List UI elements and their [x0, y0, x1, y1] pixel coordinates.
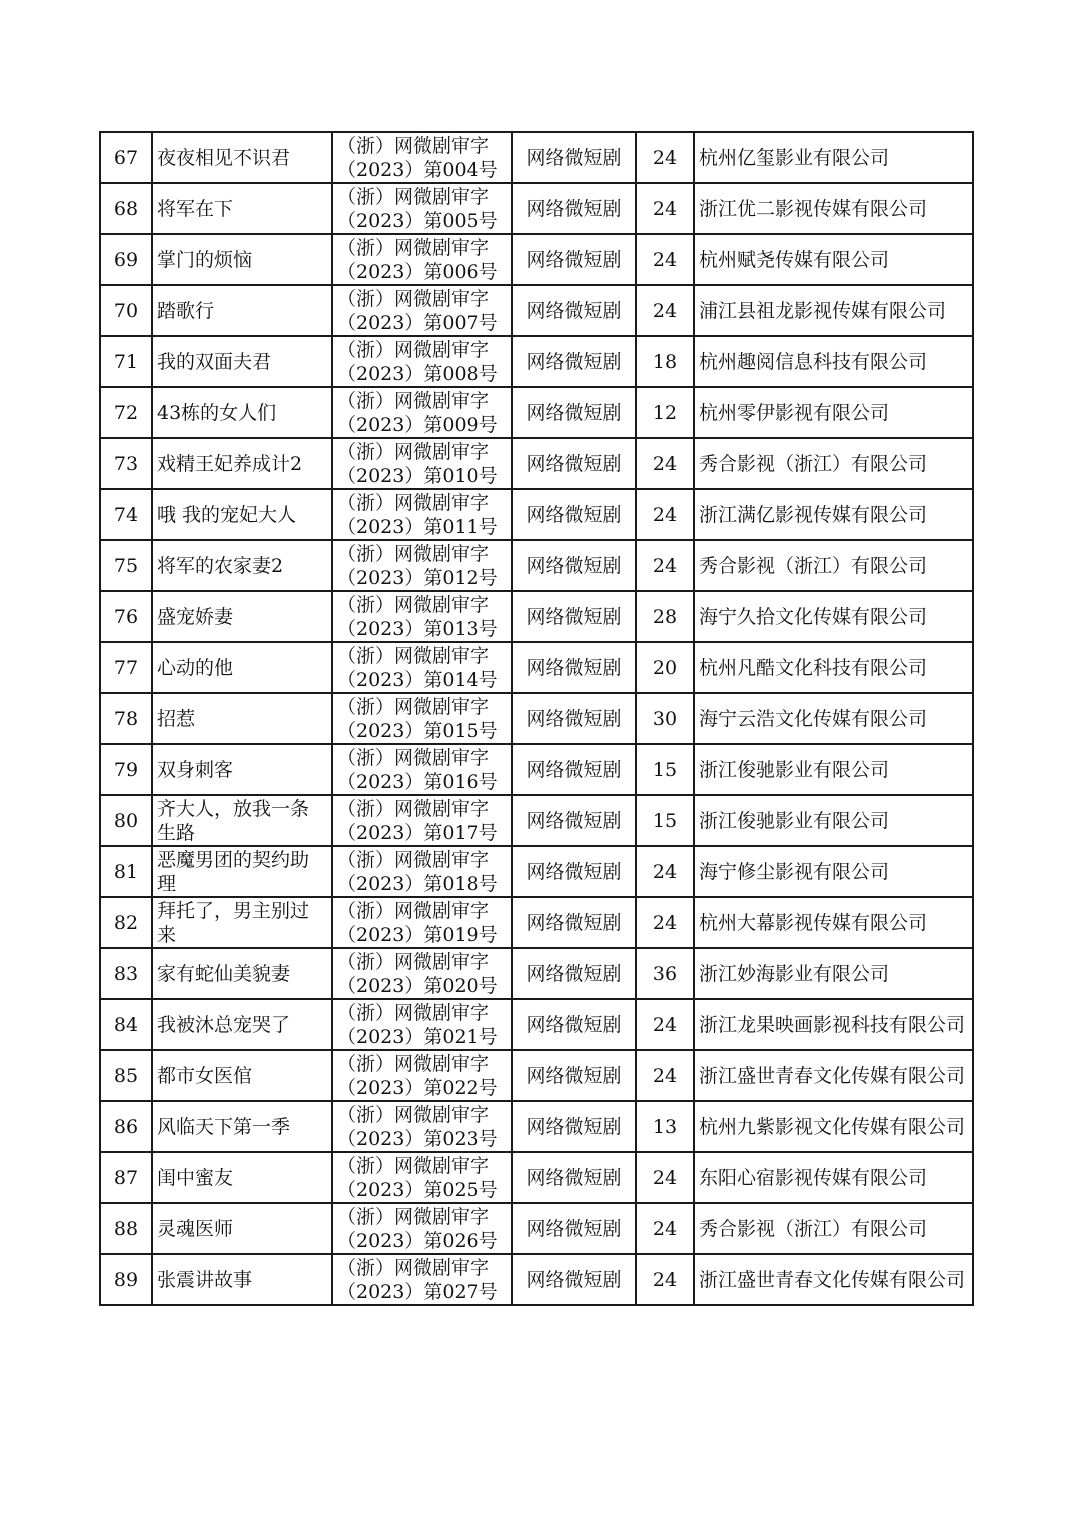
drama-title-cell: 灵魂医师 [152, 1203, 332, 1254]
drama-type-cell: 网络微短剧 [512, 1152, 636, 1203]
episode-count-cell: 24 [636, 999, 694, 1050]
row-number-cell: 81 [100, 846, 152, 897]
license-line-1: （浙）网微剧审字 [337, 1205, 490, 1228]
row-number-cell: 75 [100, 540, 152, 591]
license-line-1: （浙）网微剧审字 [337, 746, 490, 769]
drama-title-cell: 将军在下 [152, 183, 332, 234]
table-row [100, 540, 973, 591]
license-line-1: （浙）网微剧审字 [337, 1154, 490, 1177]
drama-type-cell: 网络微短剧 [512, 387, 636, 438]
license-number-cell [332, 1050, 512, 1101]
license-number-cell [332, 489, 512, 540]
company-name-cell: 浙江优二影视传媒有限公司 [694, 183, 973, 234]
drama-type-cell: 网络微短剧 [512, 897, 636, 948]
drama-type-cell: 网络微短剧 [512, 1254, 636, 1305]
drama-type-cell: 网络微短剧 [512, 336, 636, 387]
drama-type-cell: 网络微短剧 [512, 642, 636, 693]
drama-type-cell: 网络微短剧 [512, 1101, 636, 1152]
drama-title-cell: 拜托了，男主别过来 [152, 897, 332, 948]
license-line-1: （浙）网微剧审字 [337, 185, 490, 208]
episode-count-cell: 24 [636, 489, 694, 540]
table-row [100, 897, 973, 948]
approval-table [99, 131, 974, 1306]
license-line-2: （2023）第004号 [337, 158, 498, 181]
row-number-cell: 87 [100, 1152, 152, 1203]
drama-title-cell: 掌门的烦恼 [152, 234, 332, 285]
license-line-1: （浙）网微剧审字 [337, 644, 490, 667]
license-number-cell [332, 336, 512, 387]
row-number-cell: 78 [100, 693, 152, 744]
row-number-cell: 85 [100, 1050, 152, 1101]
license-line-2: （2023）第026号 [337, 1229, 498, 1252]
episode-count-cell: 30 [636, 693, 694, 744]
row-number-cell: 89 [100, 1254, 152, 1305]
row-number-cell: 79 [100, 744, 152, 795]
table-row [100, 438, 973, 489]
company-name-cell: 杭州亿玺影业有限公司 [694, 132, 973, 183]
license-line-2: （2023）第010号 [337, 464, 498, 487]
table-row [100, 642, 973, 693]
license-line-1: （浙）网微剧审字 [337, 950, 490, 973]
license-number-cell [332, 897, 512, 948]
drama-title-cell: 将军的农家妻2 [152, 540, 332, 591]
drama-title-cell: 我的双面夫君 [152, 336, 332, 387]
drama-title-cell: 心动的他 [152, 642, 332, 693]
row-number-cell: 74 [100, 489, 152, 540]
license-number-cell [332, 846, 512, 897]
table-row [100, 183, 973, 234]
table-row [100, 795, 973, 846]
license-number-cell [332, 693, 512, 744]
license-line-2: （2023）第005号 [337, 209, 498, 232]
license-line-2: （2023）第017号 [337, 821, 498, 844]
drama-type-cell: 网络微短剧 [512, 693, 636, 744]
drama-type-cell: 网络微短剧 [512, 948, 636, 999]
license-line-2: （2023）第021号 [337, 1025, 498, 1048]
license-number-cell [332, 183, 512, 234]
drama-type-cell: 网络微短剧 [512, 591, 636, 642]
table-row [100, 999, 973, 1050]
episode-count-cell: 12 [636, 387, 694, 438]
license-number-cell [332, 285, 512, 336]
drama-type-cell: 网络微短剧 [512, 1050, 636, 1101]
company-name-cell: 杭州凡酷文化科技有限公司 [694, 642, 973, 693]
episode-count-cell: 24 [636, 1254, 694, 1305]
table-row [100, 234, 973, 285]
license-line-2: （2023）第013号 [337, 617, 498, 640]
company-name-cell: 浙江满亿影视传媒有限公司 [694, 489, 973, 540]
license-number-cell [332, 438, 512, 489]
table-body [100, 132, 973, 1305]
episode-count-cell: 13 [636, 1101, 694, 1152]
drama-title-cell: 夜夜相见不识君 [152, 132, 332, 183]
license-number-cell [332, 132, 512, 183]
license-line-2: （2023）第008号 [337, 362, 498, 385]
company-name-cell: 浙江盛世青春文化传媒有限公司 [694, 1254, 973, 1305]
table-row [100, 1203, 973, 1254]
row-number-cell: 67 [100, 132, 152, 183]
drama-title-cell: 风临天下第一季 [152, 1101, 332, 1152]
episode-count-cell: 15 [636, 744, 694, 795]
row-number-cell: 73 [100, 438, 152, 489]
company-name-cell: 杭州赋尧传媒有限公司 [694, 234, 973, 285]
episode-count-cell: 24 [636, 1050, 694, 1101]
episode-count-cell: 24 [636, 183, 694, 234]
license-line-1: （浙）网微剧审字 [337, 1052, 490, 1075]
license-line-2: （2023）第016号 [337, 770, 498, 793]
license-line-1: （浙）网微剧审字 [337, 1103, 490, 1126]
table-row [100, 948, 973, 999]
company-name-cell: 浙江盛世青春文化传媒有限公司 [694, 1050, 973, 1101]
drama-type-cell: 网络微短剧 [512, 489, 636, 540]
row-number-cell: 69 [100, 234, 152, 285]
license-line-1: （浙）网微剧审字 [337, 848, 490, 871]
episode-count-cell: 36 [636, 948, 694, 999]
company-name-cell: 东阳心宿影视传媒有限公司 [694, 1152, 973, 1203]
episode-count-cell: 24 [636, 438, 694, 489]
drama-type-cell: 网络微短剧 [512, 183, 636, 234]
row-number-cell: 68 [100, 183, 152, 234]
episode-count-cell: 24 [636, 1203, 694, 1254]
drama-title-cell: 我被沐总宠哭了 [152, 999, 332, 1050]
row-number-cell: 88 [100, 1203, 152, 1254]
drama-type-cell: 网络微短剧 [512, 285, 636, 336]
drama-title-cell: 43栋的女人们 [152, 387, 332, 438]
row-number-cell: 86 [100, 1101, 152, 1152]
table-row [100, 285, 973, 336]
table-row [100, 744, 973, 795]
drama-type-cell: 网络微短剧 [512, 846, 636, 897]
drama-type-cell: 网络微短剧 [512, 540, 636, 591]
drama-type-cell: 网络微短剧 [512, 744, 636, 795]
table-row [100, 846, 973, 897]
license-line-2: （2023）第025号 [337, 1178, 498, 1201]
license-line-1: （浙）网微剧审字 [337, 491, 490, 514]
license-line-2: （2023）第027号 [337, 1280, 498, 1303]
company-name-cell: 浙江俊驰影业有限公司 [694, 744, 973, 795]
license-line-1: （浙）网微剧审字 [337, 542, 490, 565]
episode-count-cell: 24 [636, 897, 694, 948]
row-number-cell: 76 [100, 591, 152, 642]
table-row [100, 387, 973, 438]
license-number-cell [332, 1101, 512, 1152]
table-row [100, 591, 973, 642]
company-name-cell: 浙江俊驰影业有限公司 [694, 795, 973, 846]
license-line-2: （2023）第020号 [337, 974, 498, 997]
drama-title-cell: 张震讲故事 [152, 1254, 332, 1305]
table-row [100, 1152, 973, 1203]
drama-title-cell: 招惹 [152, 693, 332, 744]
license-line-2: （2023）第023号 [337, 1127, 498, 1150]
company-name-cell: 浦江县祖龙影视传媒有限公司 [694, 285, 973, 336]
company-name-cell: 秀合影视（浙江）有限公司 [694, 1203, 973, 1254]
license-line-2: （2023）第006号 [337, 260, 498, 283]
company-name-cell: 海宁云浩文化传媒有限公司 [694, 693, 973, 744]
episode-count-cell: 18 [636, 336, 694, 387]
row-number-cell: 83 [100, 948, 152, 999]
license-line-2: （2023）第018号 [337, 872, 498, 895]
row-number-cell: 71 [100, 336, 152, 387]
license-number-cell [332, 1152, 512, 1203]
episode-count-cell: 15 [636, 795, 694, 846]
company-name-cell: 杭州九紫影视文化传媒有限公司 [694, 1101, 973, 1152]
drama-title-cell: 恶魔男团的契约助理 [152, 846, 332, 897]
drama-title-cell: 哦 我的宠妃大人 [152, 489, 332, 540]
license-line-2: （2023）第012号 [337, 566, 498, 589]
table-row [100, 336, 973, 387]
license-number-cell [332, 387, 512, 438]
license-number-cell [332, 795, 512, 846]
drama-title-cell: 踏歌行 [152, 285, 332, 336]
episode-count-cell: 24 [636, 234, 694, 285]
table-row [100, 132, 973, 183]
company-name-cell: 海宁久拾文化传媒有限公司 [694, 591, 973, 642]
drama-type-cell: 网络微短剧 [512, 795, 636, 846]
row-number-cell: 70 [100, 285, 152, 336]
drama-type-cell: 网络微短剧 [512, 999, 636, 1050]
license-line-2: （2023）第007号 [337, 311, 498, 334]
license-line-1: （浙）网微剧审字 [337, 440, 490, 463]
episode-count-cell: 24 [636, 285, 694, 336]
row-number-cell: 82 [100, 897, 152, 948]
company-name-cell: 杭州零伊影视有限公司 [694, 387, 973, 438]
license-line-1: （浙）网微剧审字 [337, 797, 490, 820]
company-name-cell: 海宁修尘影视有限公司 [694, 846, 973, 897]
license-line-1: （浙）网微剧审字 [337, 593, 490, 616]
drama-title-cell: 家有蛇仙美貌妻 [152, 948, 332, 999]
episode-count-cell: 28 [636, 591, 694, 642]
license-number-cell [332, 540, 512, 591]
drama-title-cell: 盛宠娇妻 [152, 591, 332, 642]
drama-type-cell: 网络微短剧 [512, 132, 636, 183]
row-number-cell: 84 [100, 999, 152, 1050]
episode-count-cell: 24 [636, 540, 694, 591]
license-line-2: （2023）第022号 [337, 1076, 498, 1099]
company-name-cell: 杭州大幕影视传媒有限公司 [694, 897, 973, 948]
episode-count-cell: 24 [636, 132, 694, 183]
table-row [100, 693, 973, 744]
license-line-2: （2023）第014号 [337, 668, 498, 691]
row-number-cell: 72 [100, 387, 152, 438]
license-number-cell [332, 1203, 512, 1254]
license-line-1: （浙）网微剧审字 [337, 287, 490, 310]
row-number-cell: 77 [100, 642, 152, 693]
row-number-cell: 80 [100, 795, 152, 846]
drama-title-cell: 齐大人，放我一条生路 [152, 795, 332, 846]
table-row [100, 1050, 973, 1101]
episode-count-cell: 24 [636, 1152, 694, 1203]
license-number-cell [332, 1254, 512, 1305]
license-line-2: （2023）第009号 [337, 413, 498, 436]
table-row [100, 1101, 973, 1152]
license-number-cell [332, 744, 512, 795]
license-line-2: （2023）第019号 [337, 923, 498, 946]
license-number-cell [332, 591, 512, 642]
license-line-1: （浙）网微剧审字 [337, 899, 490, 922]
table-row [100, 489, 973, 540]
license-line-2: （2023）第015号 [337, 719, 498, 742]
license-line-1: （浙）网微剧审字 [337, 1001, 490, 1024]
drama-title-cell: 都市女医倌 [152, 1050, 332, 1101]
drama-type-cell: 网络微短剧 [512, 438, 636, 489]
company-name-cell: 秀合影视（浙江）有限公司 [694, 540, 973, 591]
drama-type-cell: 网络微短剧 [512, 234, 636, 285]
drama-title-cell: 戏精王妃养成计2 [152, 438, 332, 489]
license-number-cell [332, 642, 512, 693]
license-number-cell [332, 948, 512, 999]
license-number-cell [332, 234, 512, 285]
company-name-cell: 秀合影视（浙江）有限公司 [694, 438, 973, 489]
license-line-2: （2023）第011号 [337, 515, 498, 538]
company-name-cell: 杭州趣阅信息科技有限公司 [694, 336, 973, 387]
license-line-1: （浙）网微剧审字 [337, 1256, 490, 1279]
episode-count-cell: 24 [636, 846, 694, 897]
drama-type-cell: 网络微短剧 [512, 1203, 636, 1254]
license-line-1: （浙）网微剧审字 [337, 695, 490, 718]
license-line-1: （浙）网微剧审字 [337, 338, 490, 361]
license-line-1: （浙）网微剧审字 [337, 236, 490, 259]
license-line-1: （浙）网微剧审字 [337, 389, 490, 412]
license-number-cell [332, 999, 512, 1050]
company-name-cell: 浙江龙果映画影视科技有限公司 [694, 999, 973, 1050]
drama-title-cell: 双身刺客 [152, 744, 332, 795]
table-row [100, 1254, 973, 1305]
drama-title-cell: 闺中蜜友 [152, 1152, 332, 1203]
company-name-cell: 浙江妙海影业有限公司 [694, 948, 973, 999]
episode-count-cell: 20 [636, 642, 694, 693]
license-line-1: （浙）网微剧审字 [337, 134, 490, 157]
